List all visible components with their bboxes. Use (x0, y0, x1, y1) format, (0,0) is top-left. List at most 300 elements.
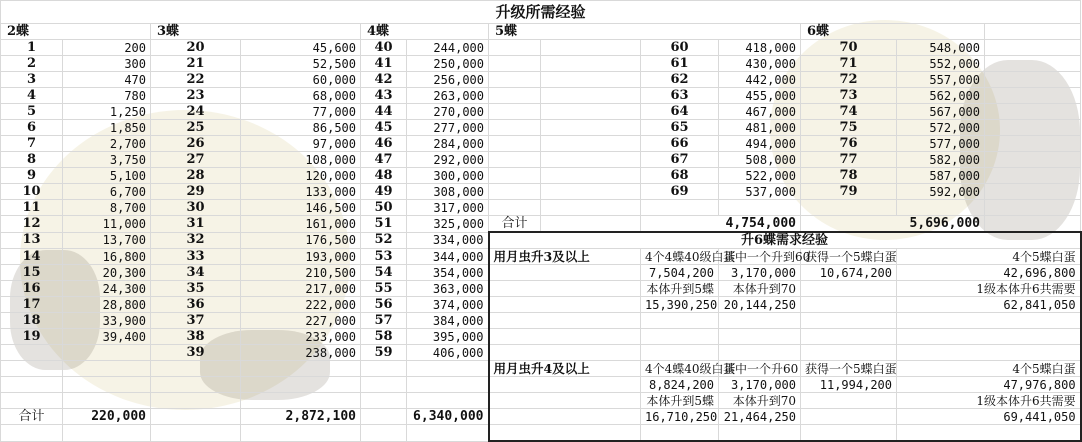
exp-value-cell: 395,000 (407, 329, 489, 345)
upgrade-moon-bug-3-blank (489, 297, 641, 313)
upgrade-moon-bug-3-step1-text: 4个4蝶40级白蛋 (641, 249, 719, 265)
exp-value-cell: 256,000 (407, 72, 489, 88)
exp-value-cell: 16,800 (63, 249, 151, 265)
exp-value-cell: 442,000 (719, 72, 801, 88)
empty-cell (641, 345, 719, 361)
level-cell: 15 (1, 265, 63, 281)
exp-value-cell: 572,000 (897, 120, 985, 136)
upgrade-moon-bug-4-blank (801, 409, 897, 425)
empty-cell (985, 120, 1081, 136)
level-cell: 75 (801, 120, 897, 136)
empty-cell (489, 88, 541, 104)
exp-value-cell: 592,000 (897, 184, 985, 200)
exp-value-cell: 557,000 (897, 72, 985, 88)
empty-cell (63, 345, 151, 361)
upgrade-blank (719, 425, 801, 442)
exp-value-cell: 222,000 (241, 297, 361, 313)
sheet-row (1, 249, 1081, 265)
empty-cell (407, 393, 489, 409)
sheet-row (1, 200, 1081, 216)
level-cell: 17 (1, 297, 63, 313)
level-cell: 26 (151, 136, 241, 152)
exp-value-cell: 354,000 (407, 265, 489, 281)
exp-value-cell: 418,000 (719, 40, 801, 56)
exp-value-cell: 384,000 (407, 313, 489, 329)
level-cell: 76 (801, 136, 897, 152)
exp-value-cell: 1,250 (63, 104, 151, 120)
empty-cell (489, 56, 541, 72)
upgrade-blank (801, 425, 897, 442)
upgrade-moon-bug-4-label: 用月虫升4及以上 (489, 361, 641, 377)
total-value-3: 2,872,100 (241, 409, 361, 425)
empty-cell (151, 377, 241, 393)
level-cell: 61 (641, 56, 719, 72)
exp-value-cell: 577,000 (897, 136, 985, 152)
exp-value-cell: 582,000 (897, 152, 985, 168)
upgrade-moon-bug-4-blank (801, 393, 897, 409)
upgrade-moon-bug-4-body-5-value: 16,710,250 (641, 409, 719, 425)
exp-value-cell: 455,000 (719, 88, 801, 104)
level-cell: 65 (641, 120, 719, 136)
level-cell: 42 (361, 72, 407, 88)
exp-value-cell: 2,700 (63, 136, 151, 152)
upgrade-moon-bug-4-step4-text: 4个5蝶白蛋 (897, 361, 1081, 377)
empty-cell (541, 56, 641, 72)
empty-cell (641, 329, 719, 345)
exp-value-cell: 300 (63, 56, 151, 72)
upgrade-moon-bug-4-blank (489, 393, 641, 409)
sheet-row (1, 40, 1081, 56)
exp-value-cell: 308,000 (407, 184, 489, 200)
exp-value-cell: 233,000 (241, 329, 361, 345)
upgrade-moon-bug-3-label: 用月虫升3及以上 (489, 249, 641, 265)
sheet-row (1, 1, 1081, 24)
level-cell: 13 (1, 232, 63, 249)
upgrade-moon-bug-3-blank (801, 297, 897, 313)
level-cell: 21 (151, 56, 241, 72)
total-label-5: 合计 (489, 216, 541, 233)
exp-value-cell: 470 (63, 72, 151, 88)
level-cell: 45 (361, 120, 407, 136)
exp-value-cell: 334,000 (407, 232, 489, 249)
upgrade-moon-bug-3-step2-value: 3,170,000 (719, 265, 801, 281)
exp-value-cell: 325,000 (407, 216, 489, 233)
exp-value-cell: 270,000 (407, 104, 489, 120)
exp-value-cell: 77,000 (241, 104, 361, 120)
upgrade-moon-bug-4-blank (489, 409, 641, 425)
level-cell: 4 (1, 88, 63, 104)
total-label-2: 合计 (1, 409, 63, 425)
level-cell: 7 (1, 136, 63, 152)
empty-cell (801, 313, 897, 329)
level-cell: 46 (361, 136, 407, 152)
upgrade-moon-bug-3-step2-text: 其中一个升到60 (719, 249, 801, 265)
empty-cell (985, 136, 1081, 152)
level-cell: 24 (151, 104, 241, 120)
exp-value-cell: 28,800 (63, 297, 151, 313)
empty-cell (541, 88, 641, 104)
exp-value-cell: 52,500 (241, 56, 361, 72)
empty-cell (63, 425, 151, 442)
upgrade-blank (489, 329, 641, 345)
empty-cell (719, 313, 801, 329)
empty-cell (407, 425, 489, 442)
empty-cell (63, 393, 151, 409)
total-value-5: 4,754,000 (641, 216, 801, 233)
level-cell: 53 (361, 249, 407, 265)
sheet-row (1, 281, 1081, 297)
empty-cell (985, 216, 1081, 233)
level-cell: 62 (641, 72, 719, 88)
empty-cell (489, 72, 541, 88)
empty-cell (361, 361, 407, 377)
sheet-row (1, 329, 1081, 345)
level-cell: 3 (1, 72, 63, 88)
empty-cell (361, 409, 407, 425)
level-cell: 69 (641, 184, 719, 200)
empty-cell (541, 120, 641, 136)
level-cell: 28 (151, 168, 241, 184)
exp-value-cell: 97,000 (241, 136, 361, 152)
level-cell: 70 (801, 40, 897, 56)
level-cell: 30 (151, 200, 241, 216)
upgrade-moon-bug-4-body-70-text: 本体升到70 (719, 393, 801, 409)
empty-cell (489, 40, 541, 56)
empty-cell (641, 200, 719, 216)
sheet-row (1, 232, 1081, 249)
exp-value-cell: 363,000 (407, 281, 489, 297)
sheet-row (1, 409, 1081, 425)
exp-value-cell: 3,750 (63, 152, 151, 168)
sheet-row (1, 345, 1081, 361)
exp-value-cell: 406,000 (407, 345, 489, 361)
level-cell: 43 (361, 88, 407, 104)
sheet-row (1, 377, 1081, 393)
sheet-row (1, 313, 1081, 329)
level-cell: 16 (1, 281, 63, 297)
level-cell: 29 (151, 184, 241, 200)
exp-value-cell: 481,000 (719, 120, 801, 136)
empty-cell (985, 200, 1081, 216)
exp-value-cell: 120,000 (241, 168, 361, 184)
level-cell: 44 (361, 104, 407, 120)
sheet-row (1, 104, 1081, 120)
level-cell: 77 (801, 152, 897, 168)
level-cell: 78 (801, 168, 897, 184)
upgrade-moon-bug-3-blank (801, 281, 897, 297)
level-cell: 36 (151, 297, 241, 313)
empty-cell (151, 393, 241, 409)
upgrade-moon-bug-4-total-value: 69,441,050 (897, 409, 1081, 425)
exp-value-cell: 300,000 (407, 168, 489, 184)
empty-cell (1, 361, 63, 377)
empty-cell (541, 184, 641, 200)
level-cell: 58 (361, 329, 407, 345)
empty-cell (489, 200, 541, 216)
exp-value-cell: 263,000 (407, 88, 489, 104)
sheet-row (1, 393, 1081, 409)
empty-cell (719, 200, 801, 216)
level-cell: 68 (641, 168, 719, 184)
upgrade-blank (489, 313, 641, 329)
section-header-2: 2蝶 (1, 24, 151, 40)
upgrade-moon-bug-4-step2-text: 其中一个升60 (719, 361, 801, 377)
exp-value-cell: 467,000 (719, 104, 801, 120)
upgrade-moon-bug-3-step3-value: 10,674,200 (801, 265, 897, 281)
upgrade-moon-bug-3-body-70-value: 20,144,250 (719, 297, 801, 313)
level-cell: 49 (361, 184, 407, 200)
level-cell: 5 (1, 104, 63, 120)
level-cell: 27 (151, 152, 241, 168)
empty-cell (361, 393, 407, 409)
level-cell: 31 (151, 216, 241, 233)
level-cell: 66 (641, 136, 719, 152)
sheet-row (1, 425, 1081, 442)
empty-cell (641, 313, 719, 329)
empty-cell (489, 104, 541, 120)
empty-cell (151, 409, 241, 425)
empty-cell (719, 345, 801, 361)
upgrade-moon-bug-4-body-5-text: 本体升到5蝶 (641, 393, 719, 409)
exp-value-cell: 68,000 (241, 88, 361, 104)
upgrade-moon-bug-4-step3-text: 获得一个5蝶白蛋 (801, 361, 897, 377)
sheet-row (1, 56, 1081, 72)
empty-cell (985, 72, 1081, 88)
empty-cell (801, 345, 897, 361)
exp-value-cell: 39,400 (63, 329, 151, 345)
level-cell: 20 (151, 40, 241, 56)
exp-value-cell: 522,000 (719, 168, 801, 184)
empty-cell (63, 361, 151, 377)
level-cell: 39 (151, 345, 241, 361)
exp-value-cell: 6,700 (63, 184, 151, 200)
level-cell: 52 (361, 232, 407, 249)
exp-value-cell: 1,850 (63, 120, 151, 136)
empty-cell (489, 184, 541, 200)
exp-value-cell: 13,700 (63, 232, 151, 249)
empty-cell (1, 345, 63, 361)
level-cell: 51 (361, 216, 407, 233)
sheet-row (1, 265, 1081, 281)
level-cell: 33 (151, 249, 241, 265)
exp-value-cell: 780 (63, 88, 151, 104)
empty-cell (361, 377, 407, 393)
exp-value-cell: 108,000 (241, 152, 361, 168)
exp-value-cell: 244,000 (407, 40, 489, 56)
empty-cell (541, 216, 641, 233)
empty-cell (407, 377, 489, 393)
level-cell: 23 (151, 88, 241, 104)
level-cell: 73 (801, 88, 897, 104)
empty-cell (63, 377, 151, 393)
level-cell: 12 (1, 216, 63, 233)
upgrade-moon-bug-3-body-5-value: 15,390,250 (641, 297, 719, 313)
empty-cell (241, 361, 361, 377)
exp-value-cell: 5,100 (63, 168, 151, 184)
empty-cell (897, 200, 985, 216)
level-cell: 6 (1, 120, 63, 136)
upgrade-moon-bug-4-blank (489, 377, 641, 393)
empty-cell (985, 152, 1081, 168)
exp-value-cell: 11,000 (63, 216, 151, 233)
exp-value-cell: 284,000 (407, 136, 489, 152)
empty-cell (241, 393, 361, 409)
sheet-row (1, 120, 1081, 136)
empty-cell (985, 56, 1081, 72)
exp-value-cell: 537,000 (719, 184, 801, 200)
exp-value-cell: 217,000 (241, 281, 361, 297)
level-cell: 8 (1, 152, 63, 168)
empty-cell (985, 104, 1081, 120)
empty-cell (985, 168, 1081, 184)
section-header-4: 4蝶 (361, 24, 489, 40)
sheet-row (1, 216, 1081, 233)
level-cell: 50 (361, 200, 407, 216)
upgrade-moon-bug-3-body-70-text: 本体升到70 (719, 281, 801, 297)
upgrade-moon-bug-3-step4-value: 42,696,800 (897, 265, 1081, 281)
upgrade-moon-bug-3-body-5-text: 本体升到5蝶 (641, 281, 719, 297)
exp-value-cell: 20,300 (63, 265, 151, 281)
sheet-title: 升级所需经验 (1, 1, 1081, 24)
level-cell: 14 (1, 249, 63, 265)
upgrade-blank (641, 425, 719, 442)
level-cell: 25 (151, 120, 241, 136)
exp-value-cell: 317,000 (407, 200, 489, 216)
exp-value-cell: 587,000 (897, 168, 985, 184)
exp-value-cell: 146,500 (241, 200, 361, 216)
total-value-2: 220,000 (63, 409, 151, 425)
empty-cell (489, 168, 541, 184)
exp-value-cell: 60,000 (241, 72, 361, 88)
sheet-row (1, 136, 1081, 152)
level-cell: 59 (361, 345, 407, 361)
level-cell: 34 (151, 265, 241, 281)
sheet-row (1, 297, 1081, 313)
exp-value-cell: 176,500 (241, 232, 361, 249)
upgrade-blank (897, 313, 1081, 329)
upgrade-blank (897, 345, 1081, 361)
upgrade-moon-bug-4-step1-value: 8,824,200 (641, 377, 719, 393)
empty-cell (151, 425, 241, 442)
empty-cell (489, 136, 541, 152)
empty-cell (541, 104, 641, 120)
total-value-4: 6,340,000 (407, 409, 489, 425)
exp-value-cell: 430,000 (719, 56, 801, 72)
empty-cell (801, 200, 897, 216)
level-cell: 63 (641, 88, 719, 104)
exp-value-cell: 210,500 (241, 265, 361, 281)
exp-value-cell: 277,000 (407, 120, 489, 136)
empty-cell (241, 377, 361, 393)
sheet-row (1, 72, 1081, 88)
level-cell: 10 (1, 184, 63, 200)
level-cell: 48 (361, 168, 407, 184)
level-cell: 37 (151, 313, 241, 329)
level-cell: 57 (361, 313, 407, 329)
upgrade-title: 升6蝶需求经验 (489, 232, 1081, 249)
exp-value-cell: 24,300 (63, 281, 151, 297)
empty-cell (241, 425, 361, 442)
empty-cell (719, 329, 801, 345)
exp-value-cell: 45,600 (241, 40, 361, 56)
section-header-5: 5蝶 (489, 24, 801, 40)
level-cell: 1 (1, 40, 63, 56)
empty-cell (541, 168, 641, 184)
level-cell: 2 (1, 56, 63, 72)
level-cell: 60 (641, 40, 719, 56)
empty-cell (489, 152, 541, 168)
exp-value-cell: 562,000 (897, 88, 985, 104)
empty-cell (151, 361, 241, 377)
empty-cell (489, 120, 541, 136)
section-header-3: 3蝶 (151, 24, 361, 40)
exp-value-cell: 227,000 (241, 313, 361, 329)
upgrade-moon-bug-4-step1-text: 4个4蝶40级白蛋 (641, 361, 719, 377)
level-cell: 11 (1, 200, 63, 216)
empty-cell (541, 200, 641, 216)
sheet-row (1, 184, 1081, 200)
exp-value-cell: 200 (63, 40, 151, 56)
sheet-body (1, 1, 1081, 442)
exp-value-cell: 86,500 (241, 120, 361, 136)
level-cell: 79 (801, 184, 897, 200)
upgrade-blank (489, 425, 641, 442)
exp-value-cell: 548,000 (897, 40, 985, 56)
total-value-6: 5,696,000 (801, 216, 985, 233)
sheet-row (1, 361, 1081, 377)
level-cell: 32 (151, 232, 241, 249)
upgrade-moon-bug-3-step4-text: 4个5蝶白蛋 (897, 249, 1081, 265)
level-cell: 38 (151, 329, 241, 345)
level-cell: 71 (801, 56, 897, 72)
level-cell: 41 (361, 56, 407, 72)
level-cell: 19 (1, 329, 63, 345)
empty-cell (1, 425, 63, 442)
level-cell: 56 (361, 297, 407, 313)
empty-cell (985, 24, 1081, 40)
exp-value-cell: 344,000 (407, 249, 489, 265)
upgrade-moon-bug-3-step1-value: 7,504,200 (641, 265, 719, 281)
exp-value-cell: 161,000 (241, 216, 361, 233)
exp-value-cell: 567,000 (897, 104, 985, 120)
empty-cell (541, 40, 641, 56)
exp-value-cell: 238,000 (241, 345, 361, 361)
sheet-row (1, 152, 1081, 168)
exp-value-cell: 250,000 (407, 56, 489, 72)
sheet-row (1, 168, 1081, 184)
upgrade-moon-bug-3-blank (489, 265, 641, 281)
empty-cell (541, 136, 641, 152)
upgrade-moon-bug-4-body-70-value: 21,464,250 (719, 409, 801, 425)
level-cell: 22 (151, 72, 241, 88)
exp-value-cell: 8,700 (63, 200, 151, 216)
empty-cell (985, 88, 1081, 104)
upgrade-moon-bug-3-total-value: 62,841,050 (897, 297, 1081, 313)
upgrade-blank (897, 329, 1081, 345)
empty-cell (1, 377, 63, 393)
level-cell: 67 (641, 152, 719, 168)
upgrade-blank (897, 425, 1081, 442)
empty-cell (985, 40, 1081, 56)
level-cell: 18 (1, 313, 63, 329)
upgrade-moon-bug-4-step2-value: 3,170,000 (719, 377, 801, 393)
exp-value-cell: 374,000 (407, 297, 489, 313)
empty-cell (1, 393, 63, 409)
level-cell: 72 (801, 72, 897, 88)
upgrade-moon-bug-4-step3-value: 11,994,200 (801, 377, 897, 393)
level-cell: 40 (361, 40, 407, 56)
exp-value-cell: 508,000 (719, 152, 801, 168)
